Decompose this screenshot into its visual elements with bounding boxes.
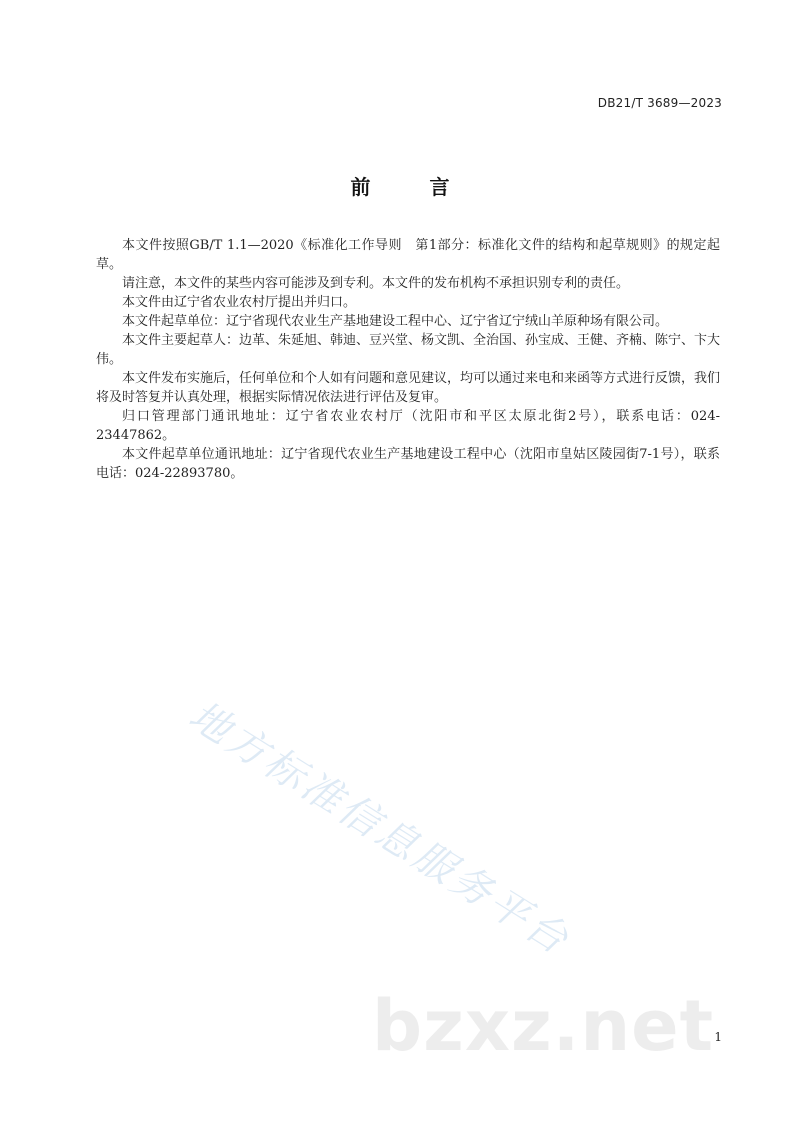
- paragraph: 本文件起草单位通讯地址：辽宁省现代农业生产基地建设工程中心（沈阳市皇姑区陵园街7-1号），联系电话：024-22893780。: [96, 447, 720, 481]
- watermark-logo: bzxz.net: [372, 985, 715, 1067]
- page-number: 1: [714, 1030, 722, 1044]
- paragraph: 请注意，本文件的某些内容可能涉及到专利。本文件的发布机构不承担识别专利的责任。: [122, 276, 630, 291]
- page-title: 前 言: [350, 175, 476, 199]
- paragraph: 本文件发布实施后，任何单位和个人如有问题和意见建议，均可以通过来电和来函等方式进行反馈，我们将及时答复并认真处理，根据实际情况依法进行评估及复审。: [96, 371, 721, 405]
- paragraph: 本文件按照GB/T 1.1—2020《标准化工作导则 第1部分：标准化文件的结构和起草规则》的规定起草。: [96, 238, 720, 272]
- watermark-text: 地方标准信息服务平台: [180, 692, 579, 965]
- paragraph: 本文件主要起草人：边革、朱延旭、韩迪、豆兴堂、杨文凯、全治国、孙宝成、王健、齐楠、陈宁、卞大伟。: [96, 333, 721, 367]
- paragraph: 归口管理部门通讯地址：辽宁省农业农村厅（沈阳市和平区太原北街2号），联系电话：024-23447862。: [96, 409, 720, 443]
- paragraph: 本文件起草单位：辽宁省现代农业生产基地建设工程中心、辽宁省辽宁绒山羊原种场有限公司。: [122, 314, 669, 329]
- paragraph: 本文件由辽宁省农业农村厅提出并归口。: [122, 295, 357, 310]
- document-code: DB21/T 3689—2023: [597, 96, 722, 110]
- document-body: [96, 236, 720, 483]
